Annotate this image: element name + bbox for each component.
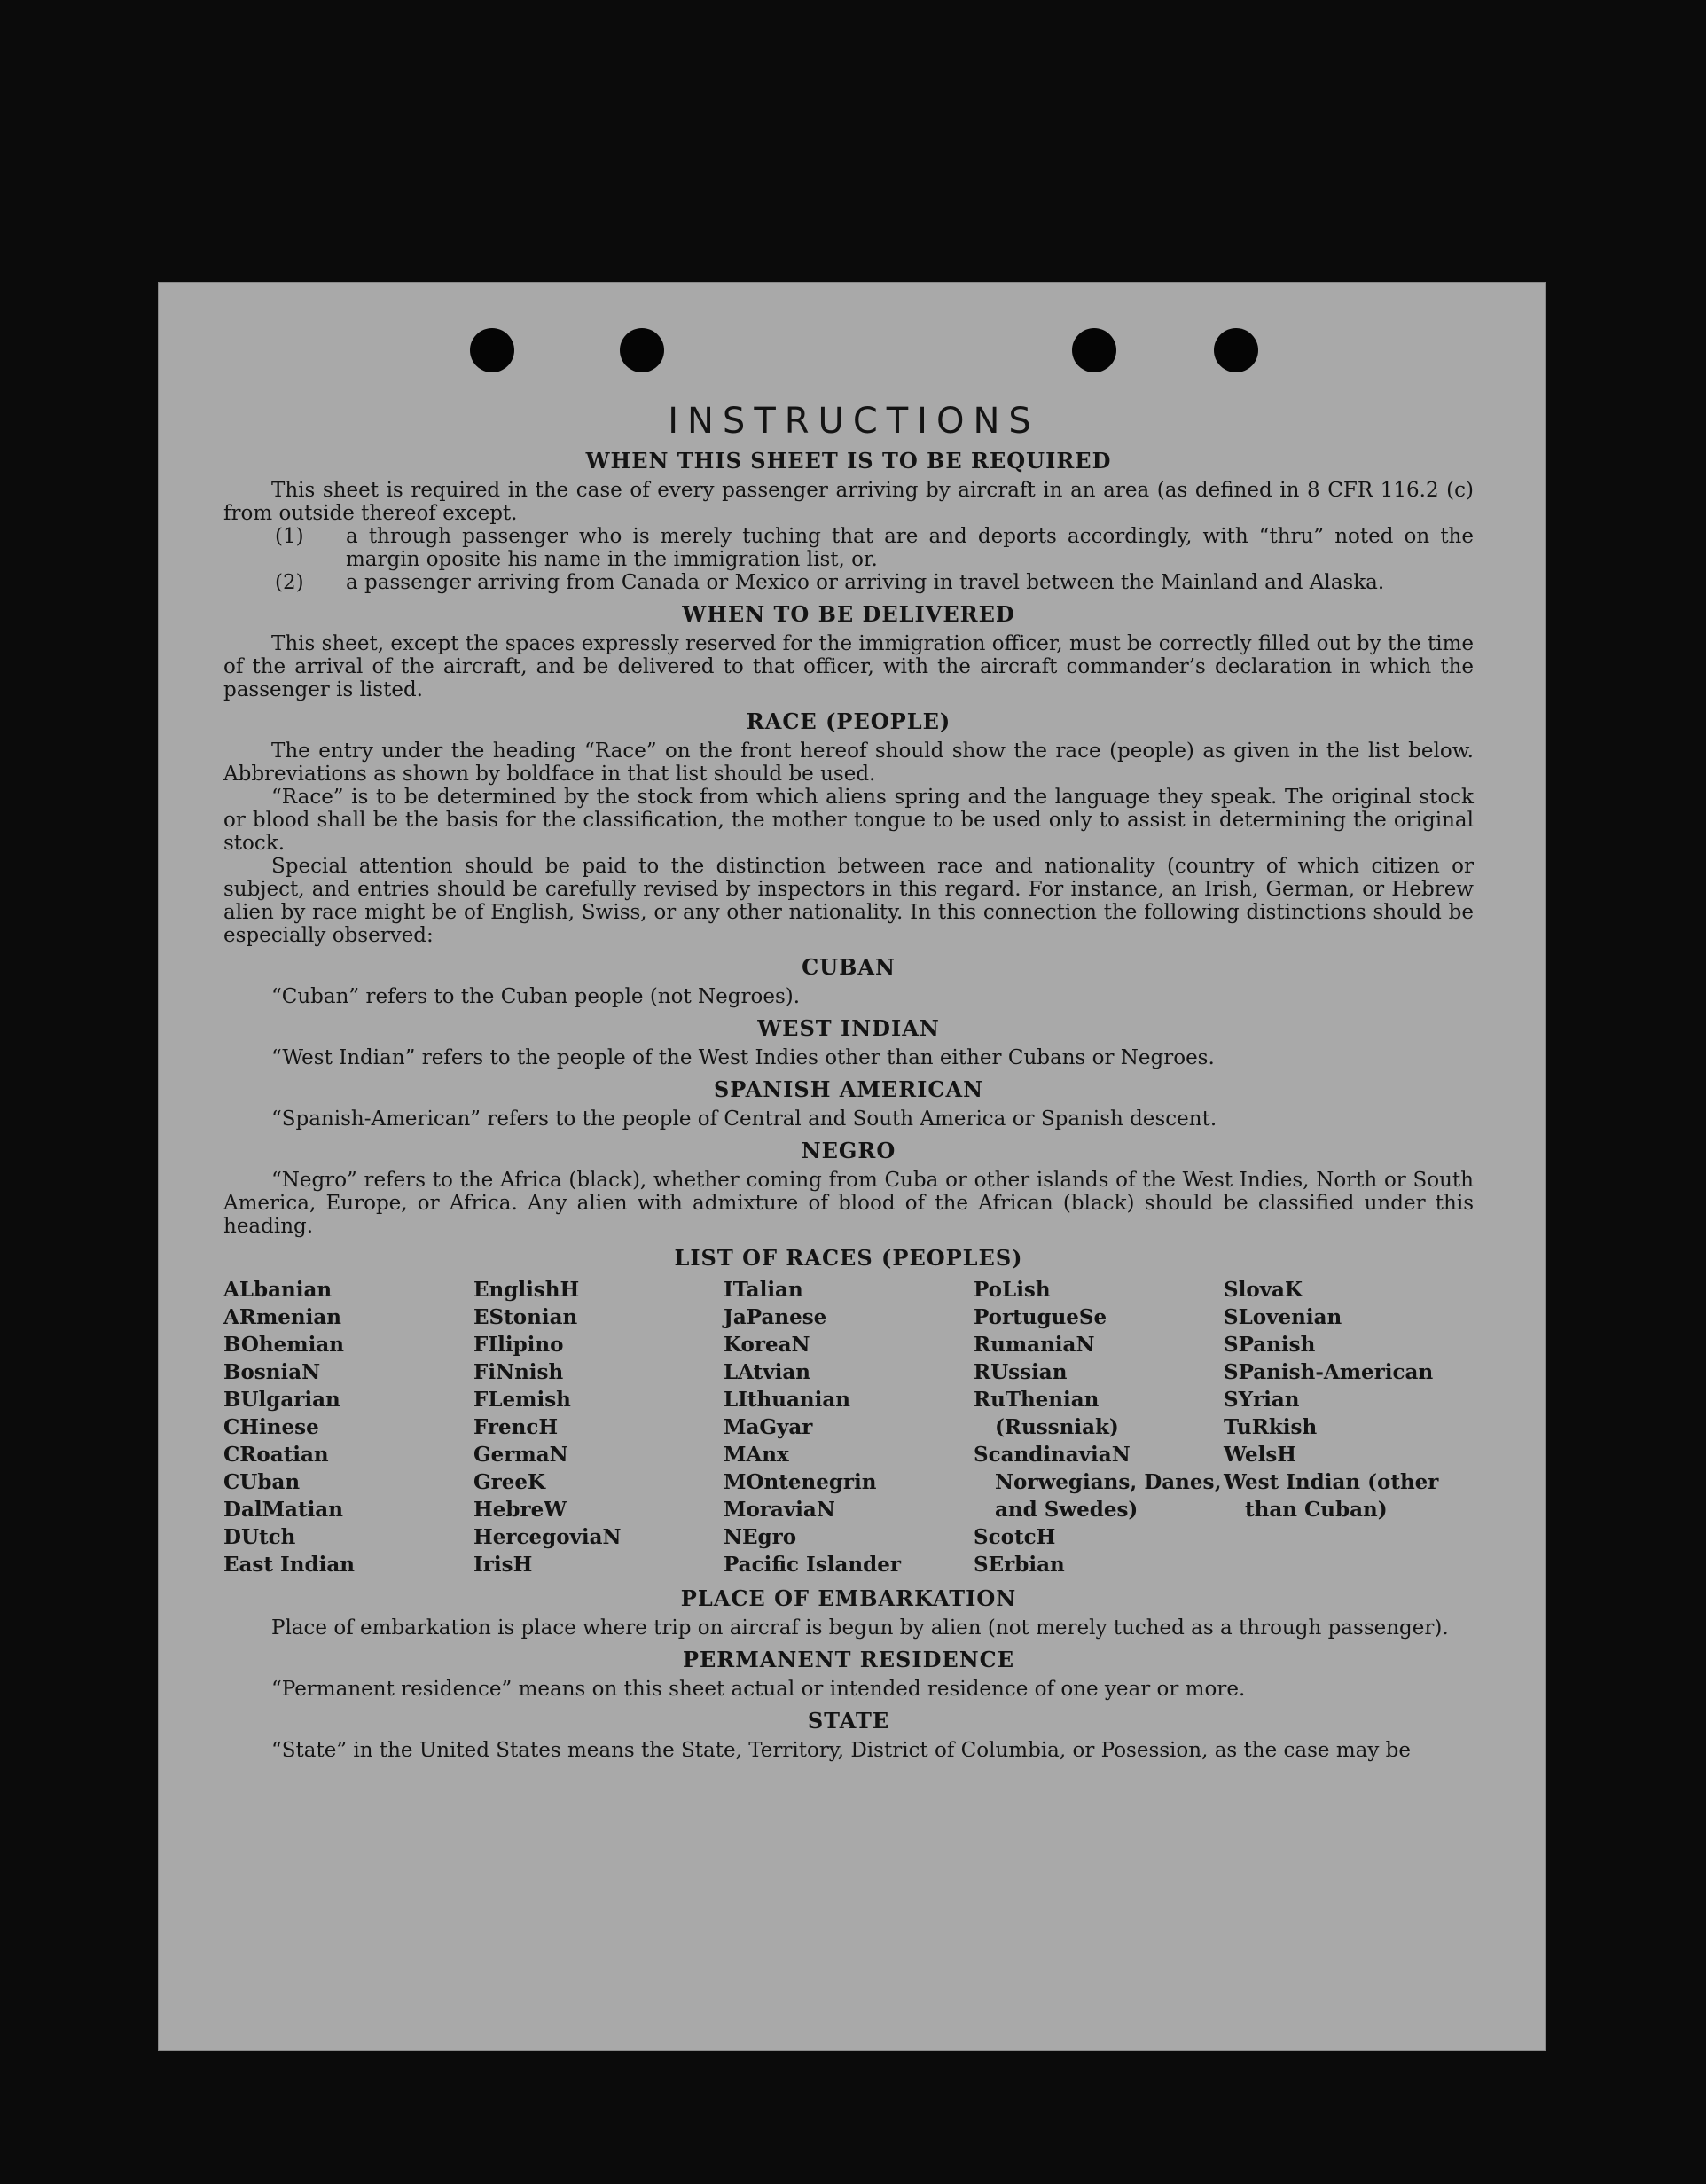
item-number: (1) [275,525,304,548]
race-item: Pacific Islander [724,1553,901,1577]
state-text: “State” in the United States means the State, Territory, District of Columbia, or Posession, as the case may be [271,1739,1411,1762]
spanish-american-text: “Spanish-American” refers to the people of Central and South America or Spanish descent. [271,1108,1217,1131]
punch-hole [620,328,664,372]
race-item: CUban [223,1470,301,1494]
race-item: West Indian (other than Cuban) [1224,1470,1439,1522]
heading-negro: NEGRO [801,1138,896,1163]
west-indian-text: “West Indian” refers to the people of the West Indies other than either Cubans or Negroes. [271,1046,1215,1069]
embarkation-text: Place of embarkation is place where trip on aircraf is begun by alien (not merely tuched as a through passenger). [271,1616,1449,1640]
heading-state: STATE [807,1708,890,1734]
race-item: FLemish [473,1388,571,1412]
race-item: RuThenian (Russniak) [974,1388,1119,1439]
delivered-text: This sheet, except the spaces expressly reserved for the immigration officer, must be correctly filled out by the time of the arrival of the aircraft, and be delivered to that officer, with the aircraft commander’s declaration in which the passenger is listed. [223,632,1474,701]
races-column [974,1276,1224,1578]
race-item: FrencH [473,1415,559,1439]
races-column [223,1276,473,1578]
race-item: EnglishH [473,1278,580,1302]
race-item: CHinese [223,1415,319,1439]
punch-hole [1214,328,1258,372]
race-item: GermaN [473,1443,568,1467]
race-paragraph-3: Special attention should be paid to the distinction between race and nationality (country of which citizen or subject, and entries should be carefully revised by inspectors in this regard. For instance, an Irish, German, or Hebrew alien by race might be of English, Swiss, or any other nationality. In this connection the following distinctions should be especially observed: [223,855,1474,947]
negro-text: “Negro” refers to the Africa (black), whether coming from Cuba or other islands of the West Indies, North or South America, Europe, or Africa. Any alien with admixture of blood of the African (black) should be classified under this heading. [223,1169,1474,1238]
residence-text: “Permanent residence” means on this sheet actual or intended residence of one year or more. [271,1678,1246,1701]
race-item: TuRkish [1224,1415,1318,1439]
race-item: BUlgarian [223,1388,340,1412]
heading-list-of-races: LIST OF RACES (PEOPLES) [674,1245,1023,1271]
race-item: CRoatian [223,1443,329,1467]
race-item: MoraviaN [724,1498,835,1522]
heading-delivered: WHEN TO BE DELIVERED [682,601,1015,627]
heading-residence: PERMANENT RESIDENCE [682,1647,1015,1672]
race-item: SLovenian [1224,1305,1342,1329]
heading-required: WHEN THIS SHEET IS TO BE REQUIRED [585,448,1112,474]
race-item: ALbanian [223,1278,333,1302]
race-item: SPanish-American [1224,1360,1434,1384]
race-item: SErbian [974,1553,1065,1577]
required-intro: This sheet is required in the case of every passenger arriving by aircraft in an area (as defined in 8 CFR 116.2 (c) from outside thereof except. [223,479,1474,525]
instruction-sheet [158,282,1546,2051]
race-item: HercegoviaN [473,1525,622,1549]
race-item: SYrian [1224,1388,1300,1412]
instructions-content [223,402,1474,1762]
races-column [1224,1276,1474,1578]
race-item: MOntenegrin [724,1470,877,1494]
race-item: ITalian [724,1278,803,1302]
race-item: BosniaN [223,1360,321,1384]
race-paragraph-2: “Race” is to be determined by the stock from which aliens spring and the language they speak. The original stock or blood shall be the basis for the classification, the mother tongue to be used only to assist in determining the original stock. [223,786,1474,855]
races-column [473,1276,724,1578]
race-item: DUtch [223,1525,296,1549]
race-item: RumaniaN [974,1333,1095,1357]
race-item: SlovaK [1224,1278,1303,1302]
race-item: LIthuanian [724,1388,850,1412]
race-item: MAnx [724,1443,789,1467]
races-list [223,1276,1474,1578]
race-item: SPanish [1224,1333,1316,1357]
heading-west-indian: WEST INDIAN [757,1015,940,1041]
race-item: FIlipino [473,1333,564,1357]
heading-embarkation: PLACE OF EMBARKATION [680,1585,1017,1611]
required-item [223,525,1474,571]
page-title: INSTRUCTIONS [668,401,1040,442]
race-item: GreeK [473,1470,546,1494]
item-text: a passenger arriving from Canada or Mexico or arriving in travel between the Mainland and Alaska. [346,571,1385,594]
race-item: BOhemian [223,1333,344,1357]
race-item: KoreaN [724,1333,810,1357]
race-item: EStonian [473,1305,578,1329]
heading-spanish-american: SPANISH AMERICAN [713,1076,984,1102]
race-item: JaPanese [724,1305,827,1329]
race-item: LAtvian [724,1360,810,1384]
races-column [724,1276,974,1578]
race-item: PoLish [974,1278,1051,1302]
race-item: MaGyar [724,1415,813,1439]
race-item: DalMatian [223,1498,343,1522]
race-item: East Indian [223,1553,355,1577]
race-item: WelsH [1224,1443,1297,1467]
punch-hole [1072,328,1116,372]
heading-cuban: CUBAN [802,954,896,980]
race-item: IrisH [473,1553,533,1577]
race-item: NEgro [724,1525,797,1549]
heading-race: RACE (PEOPLE) [746,708,951,734]
race-item: ScandinaviaN Norwegians, Danes, and Swedes) [974,1443,1222,1522]
cuban-text: “Cuban” refers to the Cuban people (not Negroes). [271,985,801,1008]
punch-hole [470,328,514,372]
race-paragraph-1: The entry under the heading “Race” on the front hereof should show the race (people) as given in the list below. Abbreviations as shown by boldface in that list should be used. [223,740,1474,786]
required-item [223,571,1474,594]
item-text: a through passenger who is merely tuching that are and deports accordingly, with “thru” noted on the margin oposite his name in the immigration list, or. [346,525,1474,571]
item-number: (2) [275,571,304,594]
race-item: FiNnish [473,1360,564,1384]
race-item: PortugueSe [974,1305,1107,1329]
race-item: ARmenian [223,1305,342,1329]
race-item: ScotcH [974,1525,1056,1549]
race-item: RUssian [974,1360,1068,1384]
race-item: HebreW [473,1498,567,1522]
